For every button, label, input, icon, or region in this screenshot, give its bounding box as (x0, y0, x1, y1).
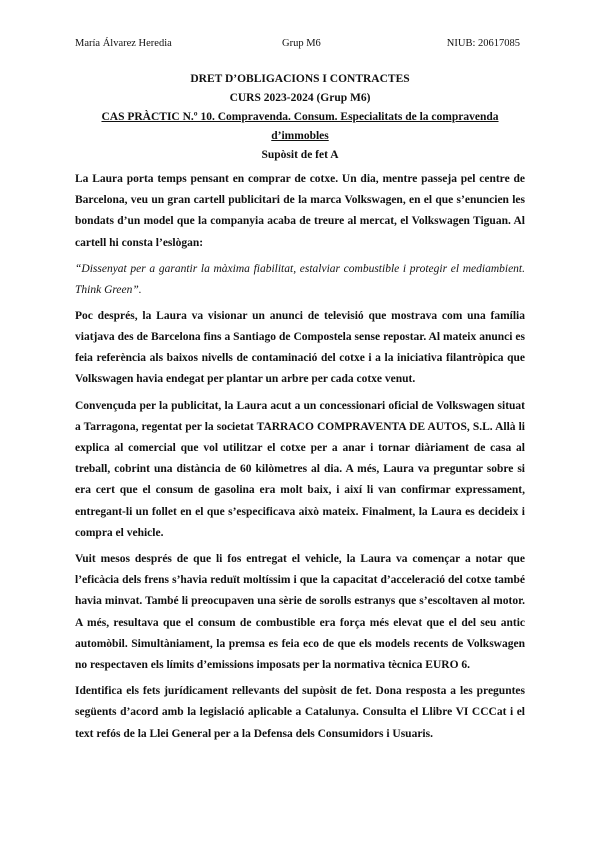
page-header (75, 38, 520, 52)
document-course: CURS 2023-2024 (Grup M6) (229, 92, 371, 104)
document-title: DRET D’OBLIGACIONS I CONTRACTES (190, 73, 410, 85)
paragraph-intro: La Laura porta temps pensant en comprar de cotxe. Un dia, mentre passeja pel centre de Barcelona, veu un gran cartell publicitari de la marca Volkswagen, en el que s’enuncien les bondats d’un model que la companyia acaba de treure al mercat, el Volkswagen Tiguan. Al cartell hi consta l’eslògan: (75, 173, 525, 249)
document-body (75, 70, 525, 750)
paragraph-defects: Vuit mesos després de que li fos entregat el vehicle, la Laura va començar a notar que l’eficàcia dels frens s’havia reduït moltíssim i que la capacitat d’acceleració del cotxe també havia minvat. També li preocupaven una sèrie de sorolls estranys que s’escoltaven al motor. A més, resultava que el consum de combustible era força més elevat que el del seu antic automòbil. Simultàniament, la premsa es feia eco de que els models recents de Volkswagen no respectaven els límits d’emissions imposats per la normativa tècnica EURO 6. (75, 553, 525, 672)
case-title: CAS PRÀCTIC N.º 10. Compravenda. Consum. Especialitats de la compravenda d’immobles (101, 111, 499, 142)
header-niub: NIUB: 20617085 (446, 38, 520, 49)
paragraph-instructions: Identifica els fets jurídicament rellevants del supòsit de fet. Dona resposta a les preguntes següents d’acord amb la legislació aplicable a Catalunya. Consulta el Llibre VI CCCat i el text refós de la Llei General per a la Defensa dels Consumidors i Usuaris. (75, 685, 525, 740)
paragraph-purchase: Convençuda per la publicitat, la Laura acut a un concessionari oficial de Volkswagen situat a Tarragona, regentat per la societat TARRACO COMPRAVENTA DE AUTOS, S.L. Allà li explica al comercial que vol utilitzar el cotxe per a anar i tornar diàriament de casa al treball, cobrint una distància de 60 kilòmetres al dia. A més, Laura va preguntar sobre si era cert que el consum de gasolina era molt baix, i així li van confirmar expressament, entregant-li un follet en el que s’especificava això mateix. Finalment, la Laura es decideix i compra el vehicle. (75, 399, 525, 539)
header-author: María Álvarez Heredia (75, 38, 172, 49)
header-group: Grup M6 (282, 38, 321, 49)
slogan-quote: “Dissenyat per a garantir la màxima fiabilitat, estalviar combustible i protegir el mediambient. Think Green”. (75, 262, 525, 296)
case-subtitle: Supòsit de fet A (261, 149, 339, 161)
paragraph-tv-ad: Poc després, la Laura va visionar un anunci de televisió que mostrava com una família viatjava des de Barcelona fins a Santiago de Compostela sense repostar. Al mateix anunci es feia referència als baixos nivells de contaminació del cotxe i a la iniciativa filantròpica que Volkswagen havia endegat per plantar un arbre per cada cotxe venut. (75, 309, 525, 386)
